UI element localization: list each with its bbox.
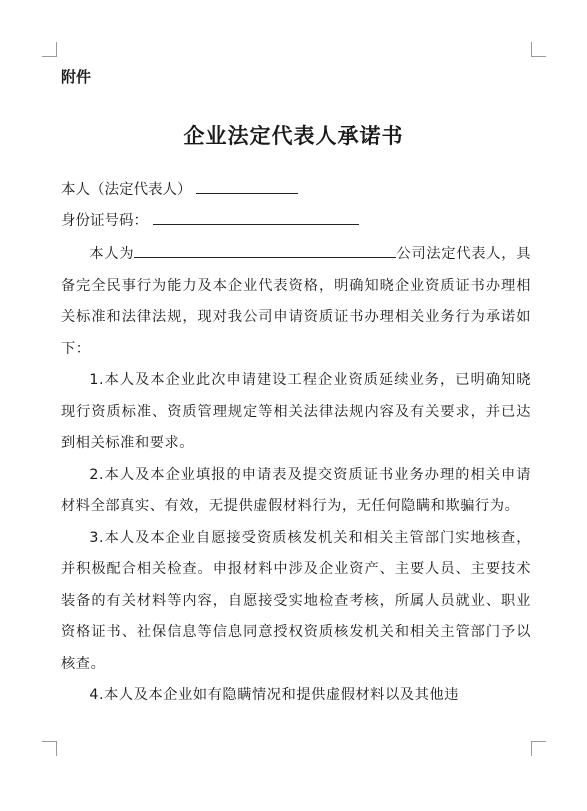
attachment-label: 附件: [61, 68, 92, 86]
pledge-item-1: 1.本人及本企业此次申请建设工程企业资质延续业务，已明确知晓现行资质标准、资质管理规定等相关法律法规内容及有关要求，并已达到相关标准和要求。: [61, 372, 531, 451]
representative-blank: [196, 179, 298, 194]
pledge-item-4: 4.本人及本企业如有隐瞒情况和提供虚假材料以及其他违: [89, 687, 460, 703]
intro-prefix: 本人为: [89, 246, 135, 262]
intro-paragraph: [61, 239, 531, 365]
crop-mark-bottom-right: [531, 741, 546, 756]
id-number-label: 身份证号码：: [61, 213, 148, 229]
document-body: [61, 239, 531, 712]
crop-mark-top-left: [42, 42, 57, 57]
id-number-blank: [153, 210, 359, 225]
crop-mark-top-right: [531, 42, 546, 57]
id-number-field: [61, 209, 359, 230]
company-name-blank: [134, 243, 396, 258]
pledge-item-2: 2.本人及本企业填报的申请表及提交资质证书业务办理的相关申请材料全部真实、有效，无提供虚假材料行为，无任何隐瞒和欺骗行为。: [61, 466, 531, 514]
crop-mark-bottom-left: [42, 741, 57, 756]
representative-label: 本人（法定代表人）: [61, 182, 192, 198]
pledge-item-3: 3.本人及本企业自愿接受资质核发机关和相关主管部门实地核查，并积极配合相关检查。申报材料中涉及企业资产、主要人员、主要技术装备的有关材料等内容，自愿接受实地检查考核，所属人员就业、职业资格证书、社保信息等信息同意授权资质核发机关和相关主管部门予以核查。: [61, 529, 531, 672]
document-title: 企业法定代表人承诺书: [183, 124, 404, 148]
representative-field: [61, 178, 298, 199]
intro-suffix: 公司法定代表人，具备完全民事行为能力及本企业代表资格，明确知晓企业资质证书办理相关标准和法律法规，现对我公司申请资质证书办理相关业务行为承诺如下：: [61, 246, 531, 357]
